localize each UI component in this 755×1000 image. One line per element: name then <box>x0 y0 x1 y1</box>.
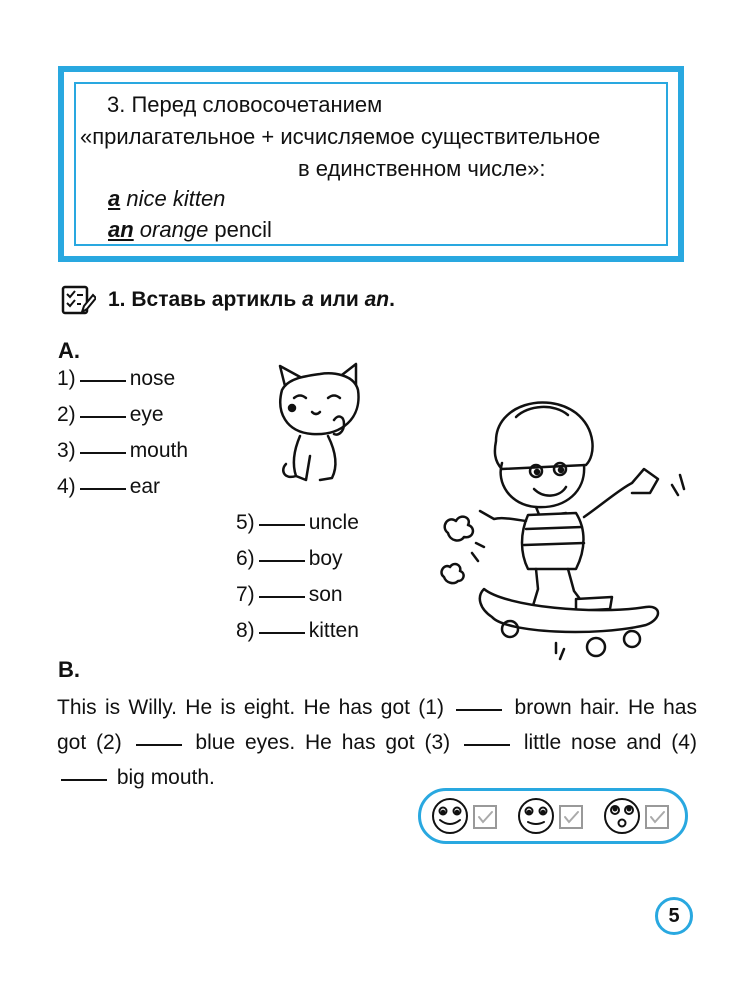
answer-blank[interactable] <box>80 452 126 454</box>
exercise-item <box>57 439 188 463</box>
checkbox-1[interactable] <box>474 806 496 828</box>
exercise-item <box>57 367 175 391</box>
paragraph-text: blue eyes. He has got (3) <box>185 731 460 754</box>
task-title <box>60 284 395 316</box>
item-number: 8) <box>236 619 255 642</box>
answer-blank-1[interactable] <box>456 709 502 711</box>
smiling-face-icon <box>433 799 467 833</box>
item-number: 7) <box>236 583 255 606</box>
rule-text-line-3: в единственном числе»: <box>298 156 546 181</box>
checkbox-2[interactable] <box>560 806 582 828</box>
item-number: 2) <box>57 403 76 426</box>
example-1-phrase: nice kitten <box>120 186 226 211</box>
example-1 <box>108 186 225 212</box>
paragraph-text: little nose and (4) <box>513 731 697 754</box>
paragraph-text: big mouth. <box>111 766 215 789</box>
item-word: eye <box>129 403 164 426</box>
item-word: nose <box>129 367 176 390</box>
section-b-label: B. <box>58 657 80 682</box>
example-1-article: a <box>108 186 121 211</box>
checkbox-3[interactable] <box>646 806 668 828</box>
answer-blank-3[interactable] <box>464 744 510 746</box>
example-2-article: an <box>108 217 134 242</box>
item-number: 1) <box>57 367 76 390</box>
paragraph-text: brown hair. He has got (2) <box>57 696 697 754</box>
paragraph-text: This is Willy. He is eight. He has got (1) <box>57 696 453 719</box>
checklist-pencil-icon <box>60 284 96 316</box>
task-instruction-end: . <box>389 288 395 311</box>
exercise-item <box>57 403 164 427</box>
item-word: son <box>308 583 343 606</box>
item-number: 3) <box>57 439 76 462</box>
exercise-item <box>236 583 343 607</box>
example-2-noun: pencil <box>214 217 272 242</box>
section-a-label: A. <box>58 338 80 363</box>
example-2-phrase: orange <box>133 217 215 242</box>
page-number: 5 <box>655 897 693 935</box>
answer-blank[interactable] <box>80 416 126 418</box>
item-word: ear <box>129 475 161 498</box>
option-an: an <box>364 288 390 311</box>
kitten-illustration <box>272 360 368 492</box>
answer-blank[interactable] <box>259 596 305 598</box>
answer-blank[interactable] <box>80 488 126 490</box>
neutral-face-icon <box>519 799 553 833</box>
rule-heading: 3. Перед словосочетанием <box>107 92 383 117</box>
task-instruction <box>108 288 395 312</box>
item-number: 5) <box>236 511 255 534</box>
answer-blank[interactable] <box>259 560 305 562</box>
self-assessment-faces <box>428 794 682 838</box>
item-word: mouth <box>129 439 189 462</box>
exercise-item <box>236 547 343 571</box>
task-instruction-text: 1. Вставь артикль <box>108 288 303 311</box>
exercise-item <box>236 619 359 643</box>
boy-skateboard-illustration <box>436 393 696 668</box>
item-number: 4) <box>57 475 76 498</box>
answer-blank-2[interactable] <box>136 744 182 746</box>
answer-blank[interactable] <box>80 380 126 382</box>
item-number: 6) <box>236 547 255 570</box>
option-a: a <box>302 288 314 311</box>
example-2 <box>108 217 272 243</box>
rule-text-line-2: «прилагательное + исчисляемое существительное <box>80 124 601 149</box>
section-b-paragraph <box>57 690 697 795</box>
task-instruction-or: или <box>313 288 365 311</box>
answer-blank[interactable] <box>259 524 305 526</box>
exercise-item <box>236 511 359 535</box>
answer-blank[interactable] <box>259 632 305 634</box>
confused-face-icon <box>605 799 639 833</box>
item-word: boy <box>308 547 343 570</box>
answer-blank-4[interactable] <box>61 779 107 781</box>
item-word: kitten <box>308 619 359 642</box>
exercise-item <box>57 475 160 499</box>
item-word: uncle <box>308 511 359 534</box>
